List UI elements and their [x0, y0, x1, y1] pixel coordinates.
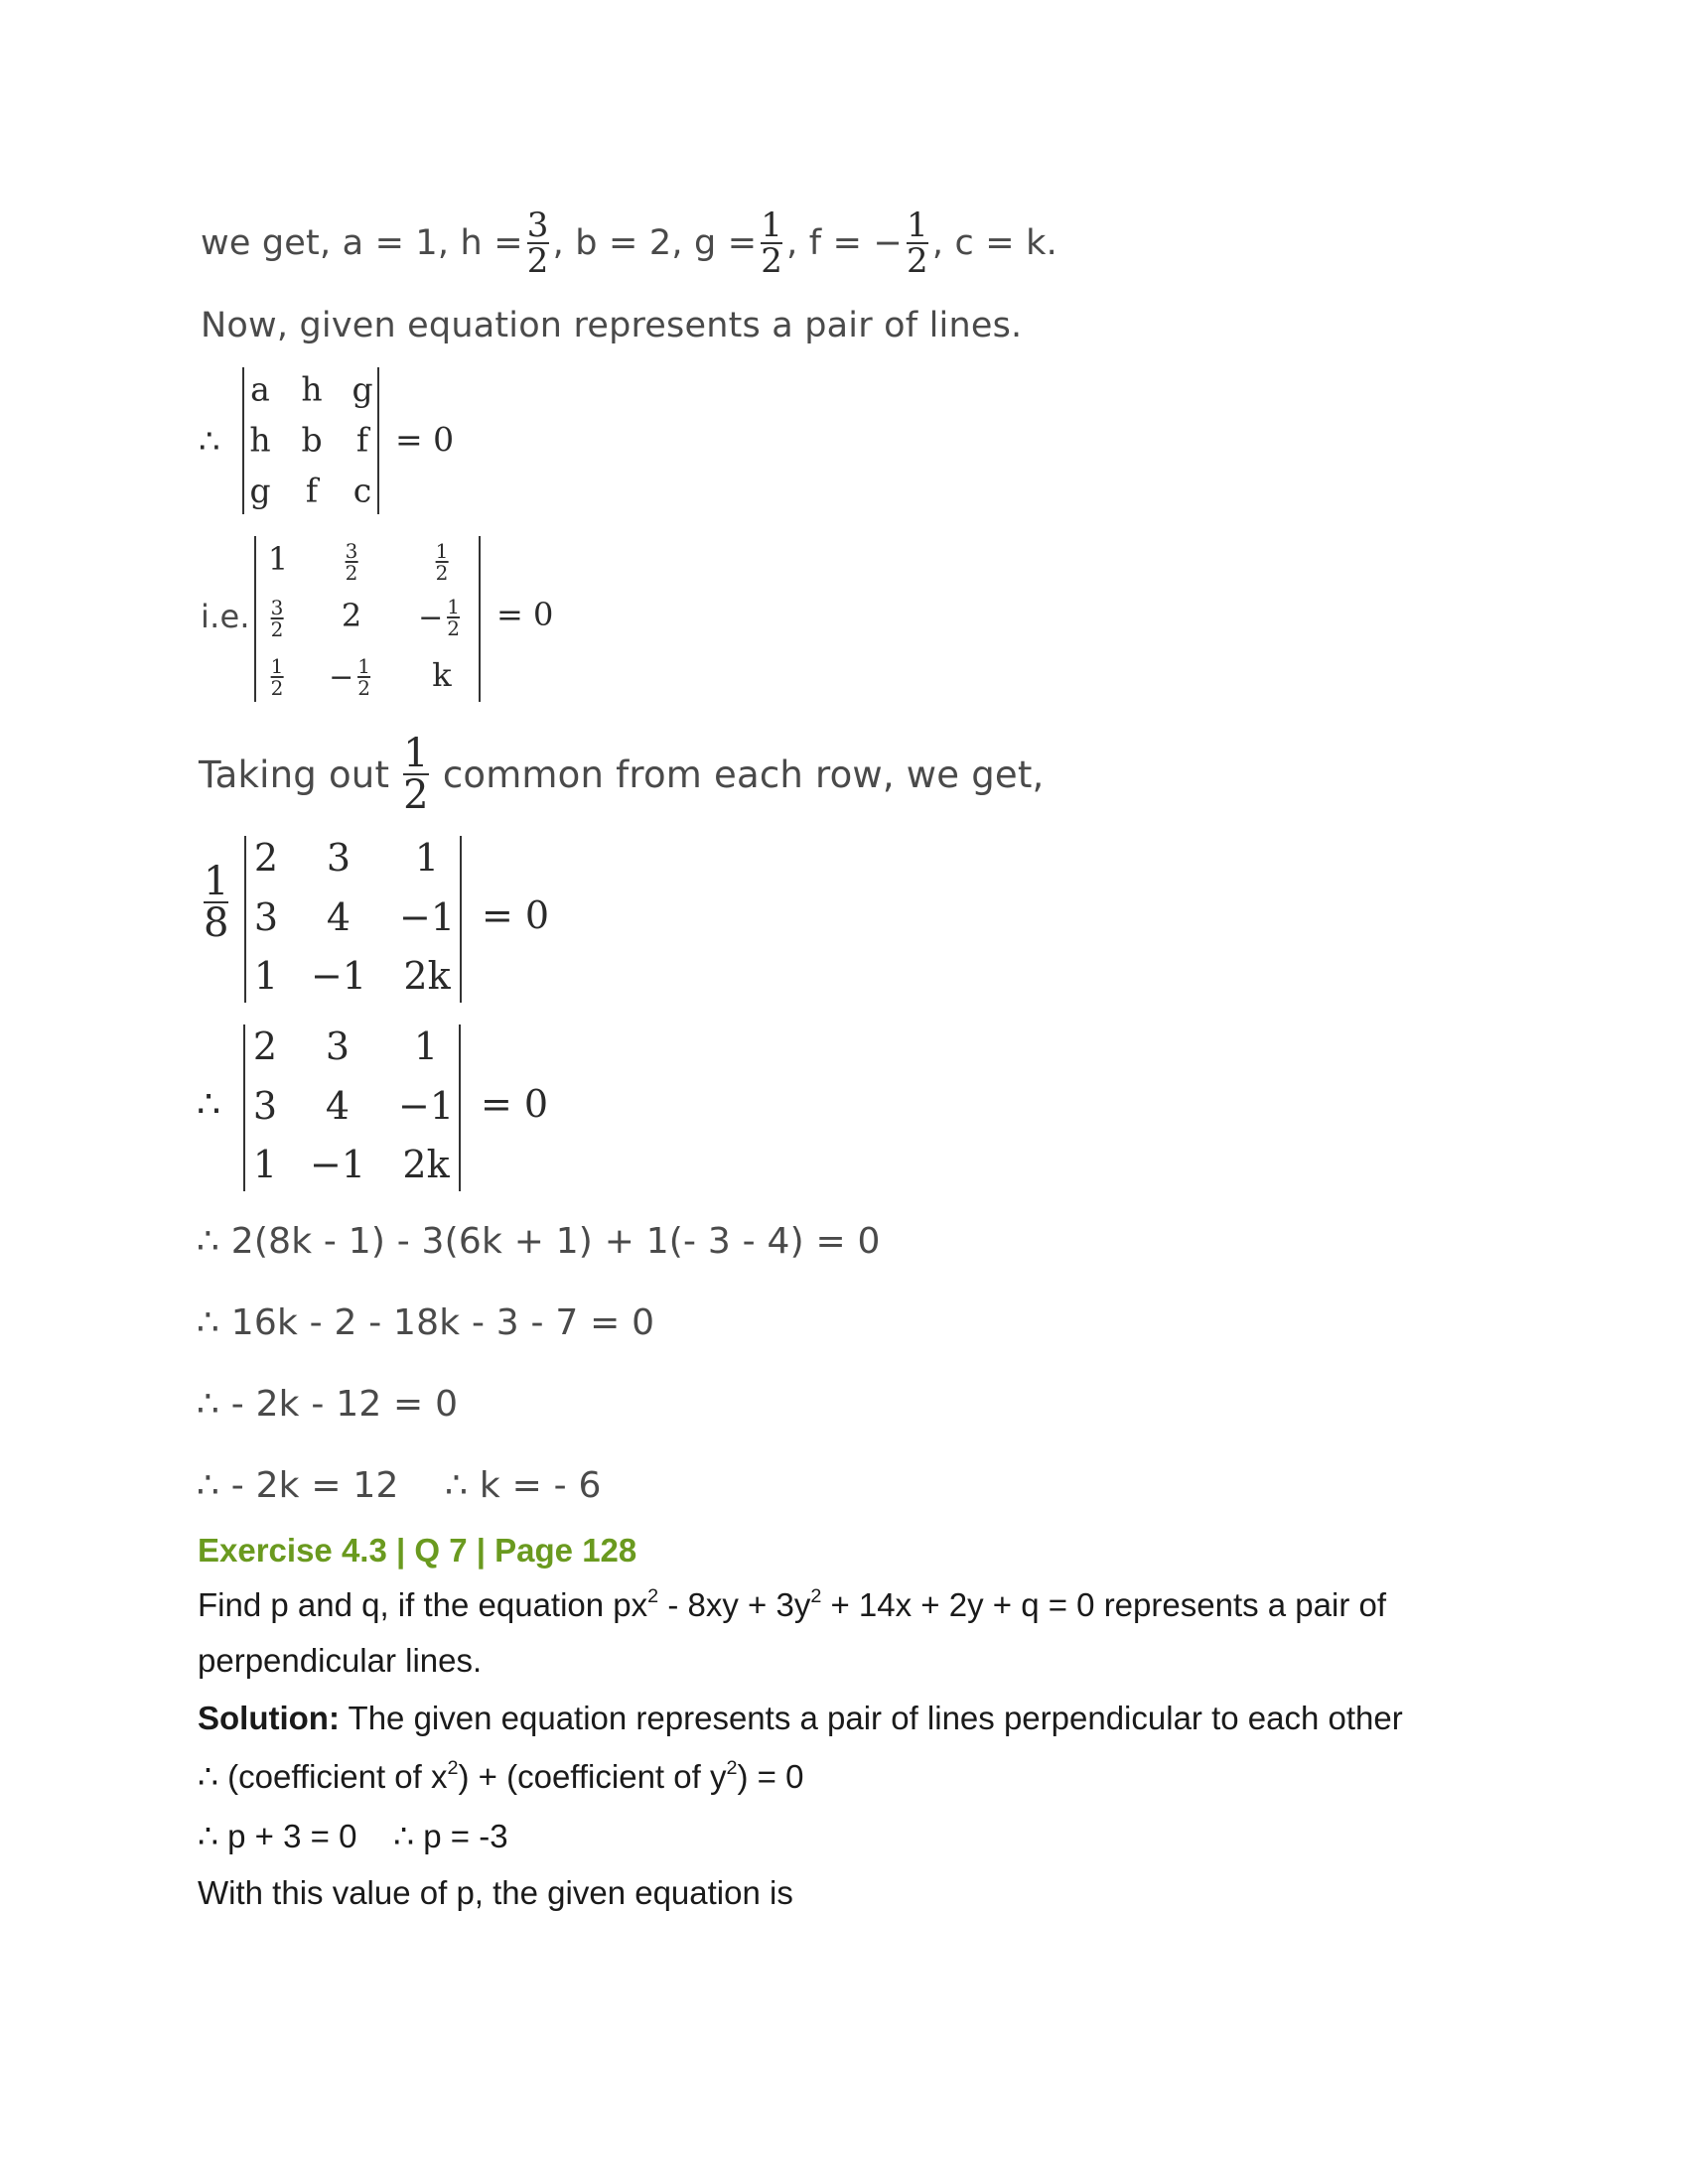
- g-fraction: $\frac{1}{2}$: [761, 205, 783, 281]
- det1-left-bar: [242, 367, 244, 514]
- combine-step: ∴ - 2k - 12 = 0: [197, 1384, 459, 1425]
- ie-label: i.e.: [201, 598, 250, 635]
- det3-equals-zero: = 0: [482, 893, 550, 937]
- det3-cell: 3: [253, 895, 279, 939]
- det1-cell: a: [250, 369, 270, 409]
- det2-cell-fraction: $\frac{1}{2}$: [447, 595, 460, 640]
- values-suffix: , c = k.: [931, 223, 1057, 263]
- det3-cell: −1: [398, 895, 456, 939]
- det2-right-bar: [479, 536, 481, 702]
- det1-cell: g: [249, 471, 271, 510]
- det4-cell: 2: [252, 1024, 278, 1068]
- det3-cell: 2: [253, 836, 279, 880]
- det2-cell-fraction: 3 2: [345, 539, 358, 585]
- det4-left-bar: [243, 1024, 245, 1191]
- det4-cell: 3: [325, 1024, 351, 1068]
- det2-cell: 1: [267, 540, 289, 578]
- det4-cell: 2k: [402, 1143, 450, 1186]
- det3-cell: −1: [310, 954, 367, 998]
- det4-equals-zero: = 0: [481, 1082, 549, 1126]
- det2-cell-fraction: 1 2: [435, 539, 449, 585]
- values-prefix: we get, a = 1, h =: [201, 223, 523, 263]
- half-fraction: $\frac{1}{2}$: [403, 731, 429, 818]
- values-mid2: , f = −: [786, 223, 904, 263]
- det2-left-bar: [254, 536, 256, 702]
- solution-line: Solution: The given equation represents a pair of lines perpendicular to each other: [198, 1700, 1403, 1736]
- f-fraction: $\frac{1}{2}$: [907, 205, 928, 281]
- det2-cell-fraction: 3 2: [270, 596, 284, 641]
- det1-right-bar: [377, 367, 379, 514]
- question-text-line2: perpendicular lines.: [198, 1642, 483, 1679]
- det3-left-bar: [244, 836, 246, 1003]
- taking-out-line: Taking out $\frac{1}{2}$ common from each row, we get,: [199, 731, 1045, 818]
- det3-cell: 1: [253, 954, 279, 998]
- det2-equals-zero: = 0: [496, 596, 554, 633]
- values-line: [201, 204, 1057, 283]
- simplify-step: ∴ 16k - 2 - 18k - 3 - 7 = 0: [197, 1302, 655, 1343]
- p-value-line: ∴ p + 3 = 0 ∴ p = -3: [198, 1818, 508, 1854]
- therefore-symbol: ∴: [197, 1082, 221, 1126]
- det2-cell: − $\frac{1}{2}$: [329, 654, 370, 700]
- coefficient-condition: ∴ (coefficient of $x^2$) + (coefficient of $y^2) = 0$: [198, 1757, 804, 1795]
- det1-cell: h: [301, 369, 323, 409]
- det1-cell: f: [305, 471, 319, 510]
- pair-of-lines-statement: Now, given equation represents a pair of lines.: [201, 306, 1023, 345]
- question-text: Find p and q, if the equation $px^2 - 8xy + 3y^2 + 14x + 2y + q = 0$ represents a pair of: [198, 1585, 1387, 1623]
- det3-right-bar: [460, 836, 462, 1003]
- det3-cell: 2k: [403, 954, 451, 998]
- det4-cell: 1: [252, 1143, 278, 1186]
- h-fraction: $\frac{3}{2}$: [526, 205, 549, 281]
- det1-cell: g: [352, 369, 373, 409]
- det4-cell: 4: [325, 1084, 351, 1128]
- final-line: With this value of p, the given equation is: [198, 1874, 793, 1911]
- det3-cell: 1: [414, 836, 440, 880]
- det2-cell-fraction: 1 2: [270, 654, 284, 700]
- det1-cell: b: [301, 420, 323, 460]
- det2-cell-fraction: $\frac{1}{2}$: [357, 654, 370, 700]
- det4-cell: −1: [309, 1143, 366, 1186]
- result-step: ∴ - 2k = 12 ∴ k = - 6: [197, 1465, 602, 1506]
- det2-cell: 2: [341, 597, 362, 634]
- det1-cell: c: [352, 471, 372, 510]
- det4-cell: 3: [252, 1084, 278, 1128]
- det2-cell: − $\frac{1}{2}$: [418, 595, 460, 640]
- values-mid1: , b = 2, g =: [552, 223, 758, 263]
- solution-label: Solution:: [198, 1700, 340, 1736]
- exercise-heading: Exercise 4.3 | Q 7 | Page 128: [198, 1532, 637, 1569]
- one-eighth-fraction: $\frac{1}{8}$: [204, 859, 229, 946]
- det3-cell: 3: [326, 836, 352, 880]
- det1-equals-zero: = 0: [395, 420, 455, 459]
- expansion-step: ∴ 2(8k - 1) - 3(6k + 1) + 1(- 3 - 4) = 0: [197, 1221, 881, 1262]
- det4-cell: −1: [397, 1084, 455, 1128]
- det1-cell: f: [355, 420, 369, 460]
- det1-cell: h: [249, 420, 271, 460]
- det4-cell: 1: [413, 1024, 439, 1068]
- therefore-symbol: ∴: [199, 422, 220, 462]
- det2-cell: k: [432, 656, 452, 694]
- det3-cell: 4: [326, 895, 352, 939]
- det4-right-bar: [459, 1024, 461, 1191]
